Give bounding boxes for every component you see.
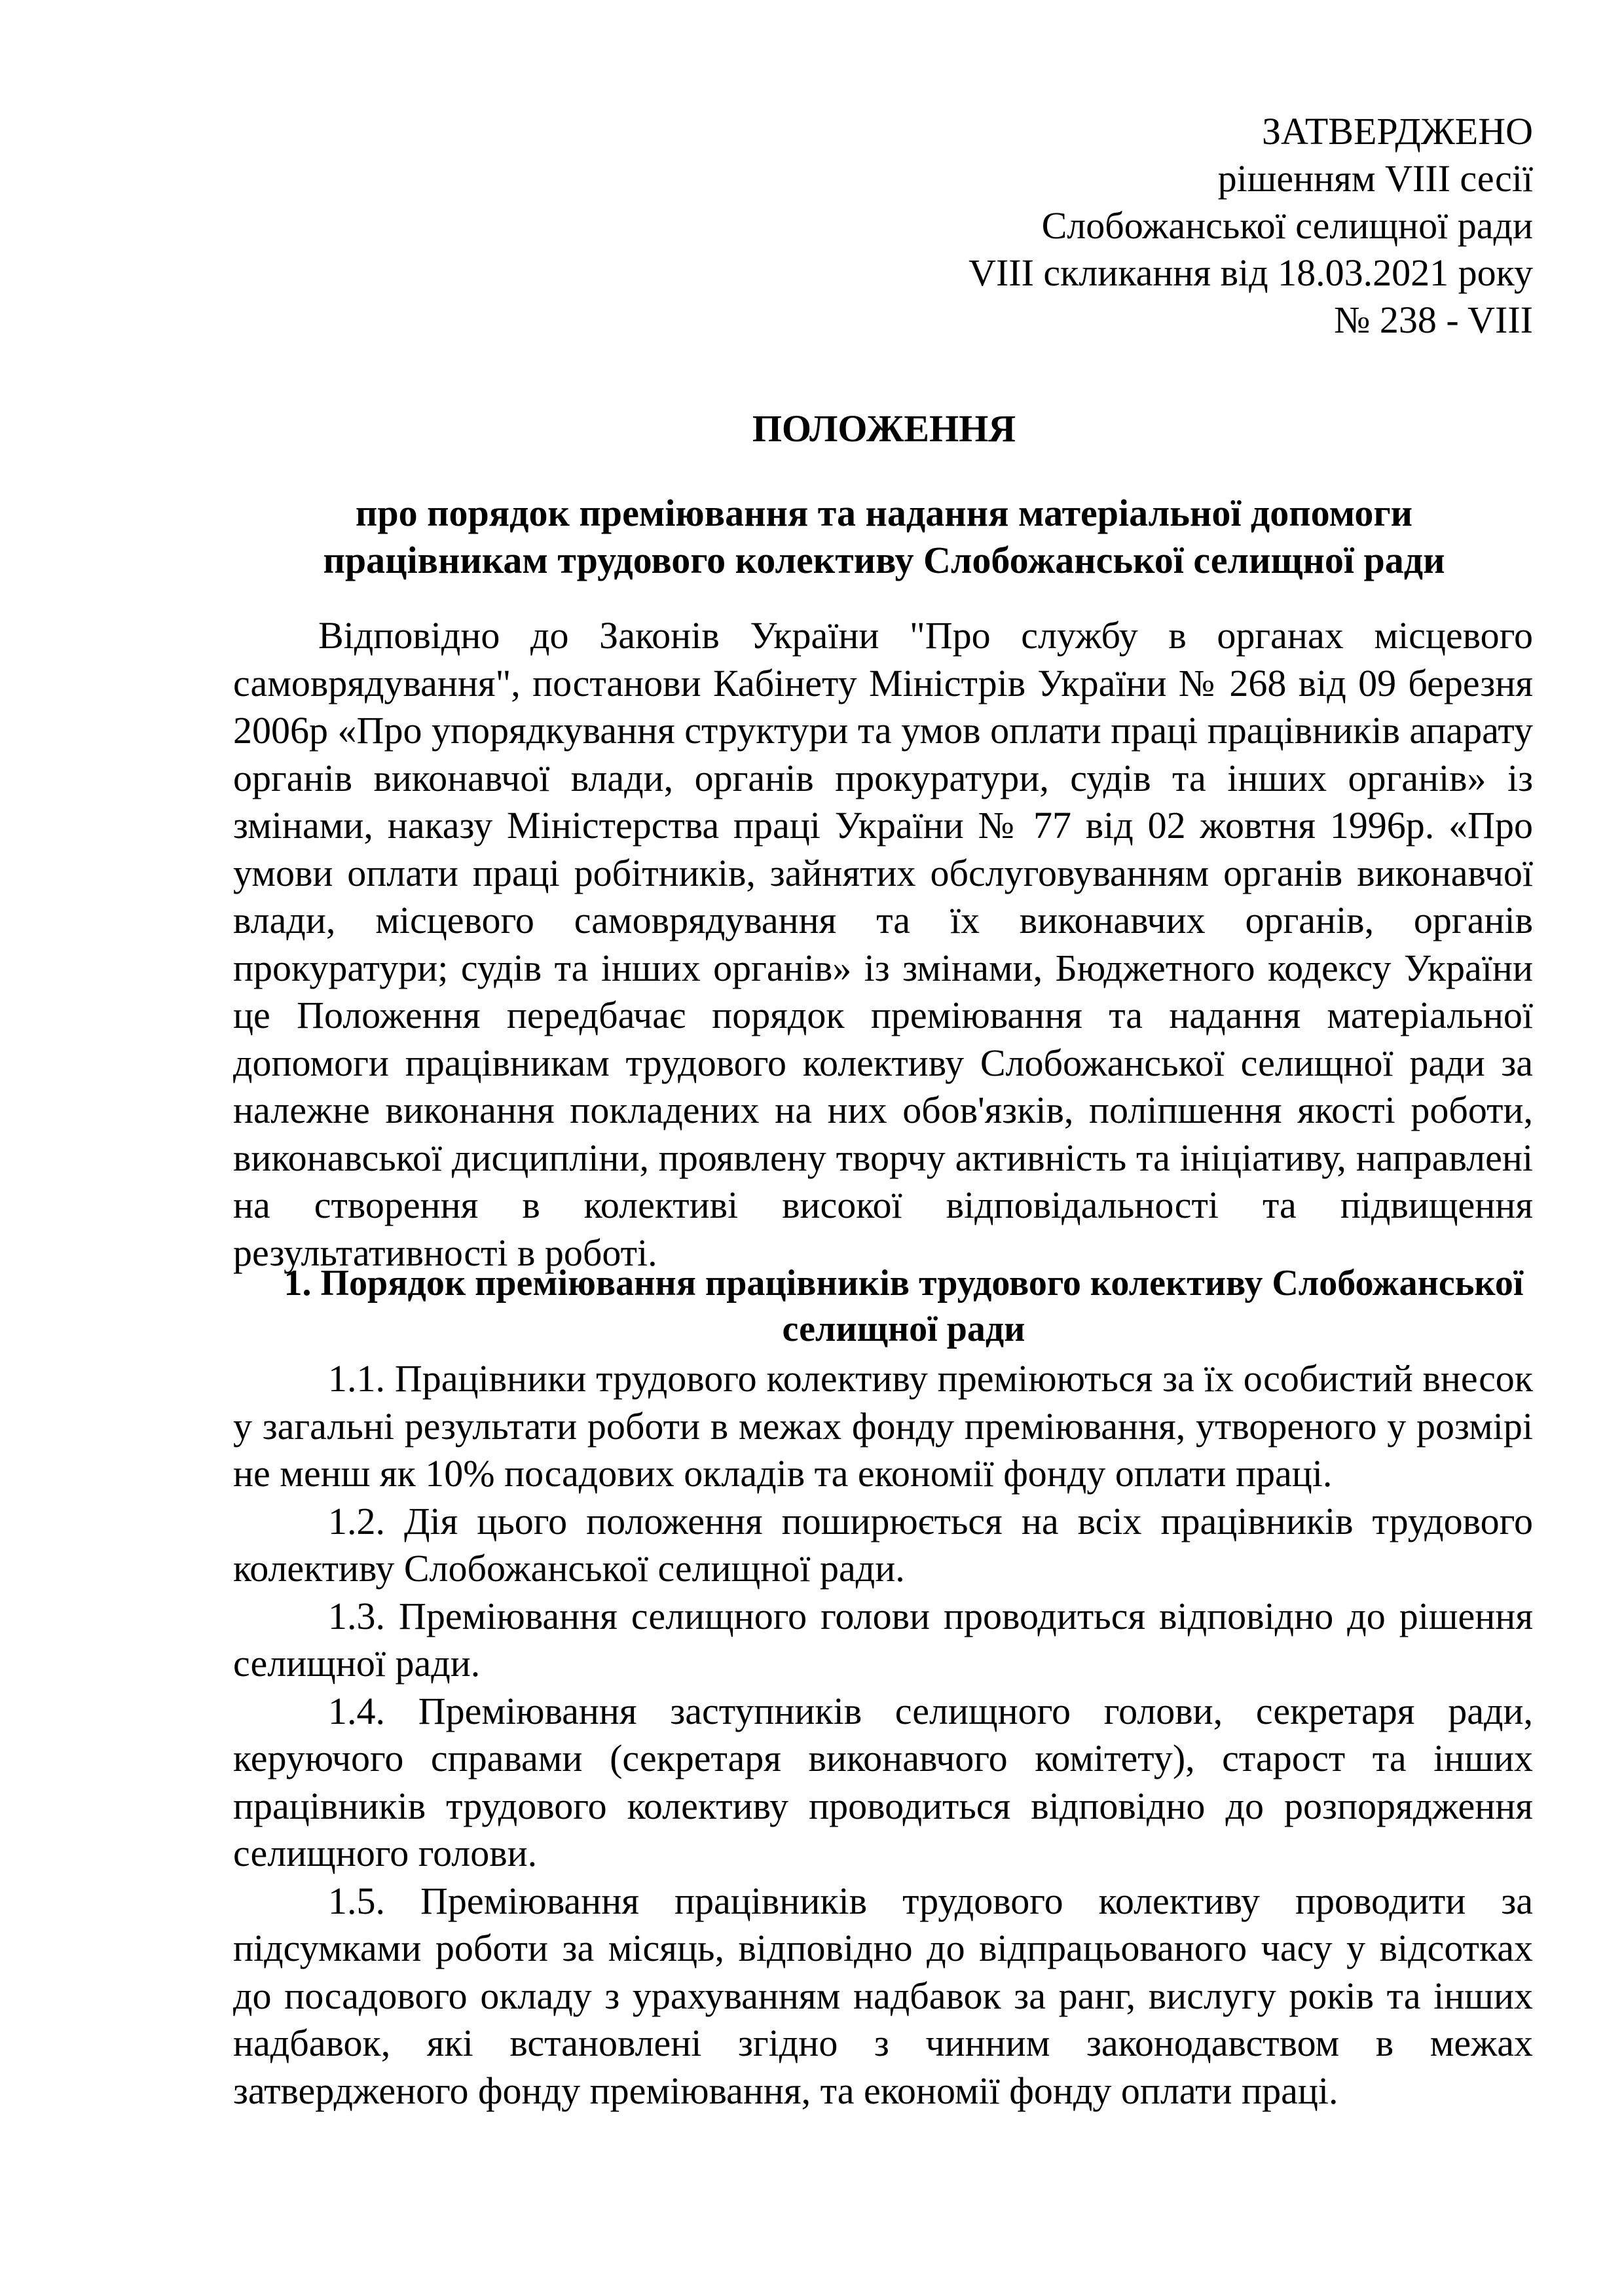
document-title: ПОЛОЖЕННЯ (752, 407, 1016, 450)
clause-1-2: 1.2. Дія цього положення поширюється на всіх працівників трудового колективу Слобожанської селищної ради. (233, 1499, 1533, 1590)
clause-1-4: 1.4. Преміювання заступників селищного голови, секретаря ради, керуючого справами (секретаря виконавчого комітету), старост та інших працівників трудового колективу проводиться відповідно до розпорядження селищного голови. (233, 1689, 1533, 1874)
clause-1-5: 1.5. Преміювання працівників трудового колективу проводити за підсумками роботи за місяць, відповідно до відпрацьованого часу у відсотках до посадового окладу з урахуванням надбавок за ранг, вислугу років та інших надбавок, які встановлені згідно з чинним законодавством в межах затвердженого фонду преміювання, та економії фонду оплати праці. (233, 1879, 1533, 2112)
section-1-heading: 1. Порядок преміювання працівників трудового колективу Слобожанської селищної ради (284, 1263, 1524, 1349)
document-subtitle (236, 490, 1532, 584)
approval-stamp-block (851, 108, 1533, 344)
section-1-body (233, 1355, 1533, 2115)
subtitle-line-2: працівникам трудового колективу Слобожанської селищної ради (323, 539, 1445, 581)
subtitle-line-1: про порядок преміювання та надання матеріальної допомоги (355, 492, 1413, 534)
clause-1-3: 1.3. Преміювання селищного голови проводиться відповідно до рішення селищної ради. (233, 1594, 1533, 1685)
approval-date-line: VIII скликання від 18.03.2021 року (969, 251, 1533, 294)
clause-1-1: 1.1. Працівники трудового колективу преміюються за їх особистий внесок у загальні результати роботи в межах фонду преміювання, утвореного у розмірі не менш як 10% посадових окладів та економії фонду оплати праці. (233, 1357, 1533, 1495)
approval-heading: ЗАТВЕРДЖЕНО (1261, 110, 1533, 153)
approval-council-line: Слобожанської селищної ради (1041, 204, 1533, 247)
approval-decision-line: рішенням VIII сесії (1217, 157, 1533, 200)
preamble-paragraph: Відповідно до Законів України "Про службу в органах місцевого самоврядування", постанови Кабінету Міністрів України № 268 від 09 березня 2006р «Про упорядкування структури та умов оплати праці працівників апарату органів виконавчої влади, органів прокуратури, судів та інших органів» із змінами, наказу Міністерства праці України № 77 від 02 жовтня 1996р. «Про умови оплати праці робітників, зайнятих обслуговуванням органів виконавчої влади, місцевого самоврядування та їх виконавчих органів, органів прокуратури; судів та інших органів» із змінами, Бюджетного кодексу України це Положення передбачає порядок преміювання та надання матеріальної допомоги працівникам трудового колективу Слобожанської селищної ради за належне виконання покладених на них обов'язків, поліпшення якості роботи, виконавської дисципліни, проявлену творчу активність та ініціативу, направлені на створення в колективі високої відповідальності та підвищення результативності в роботі. (233, 614, 1533, 1274)
approval-number-line: № 238 - VIII (1334, 299, 1533, 341)
